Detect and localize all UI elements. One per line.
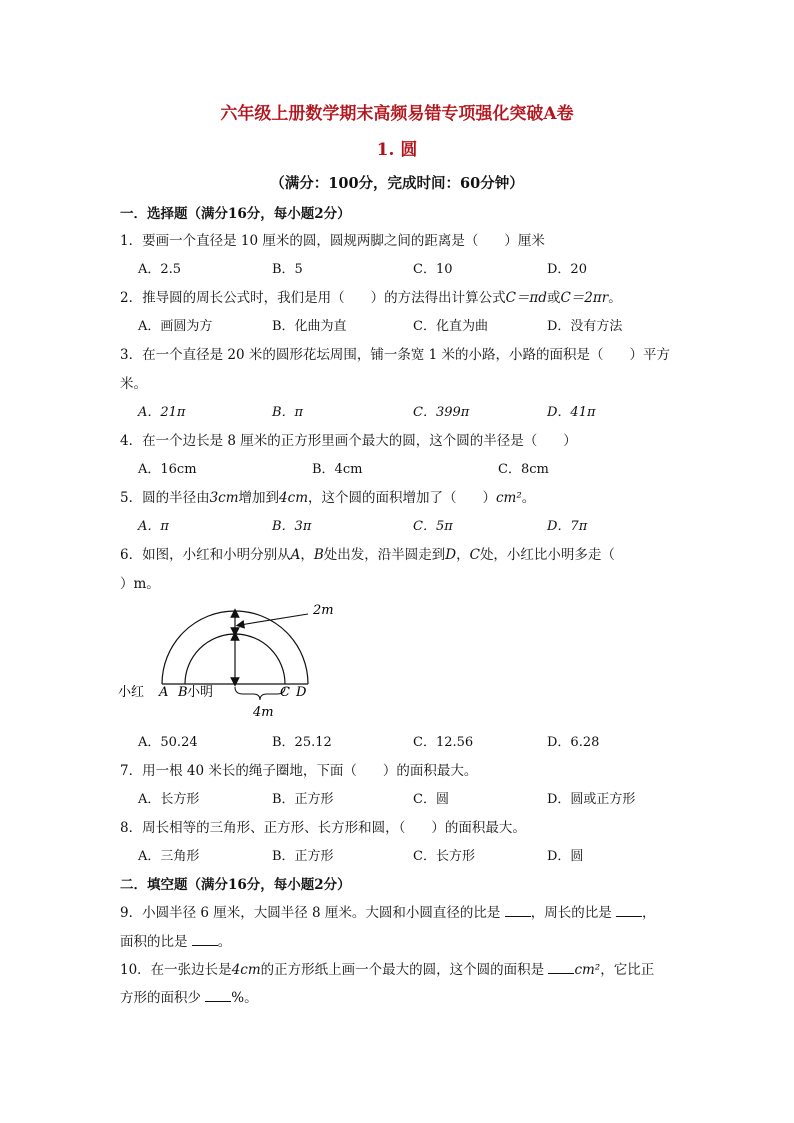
- q4-option-a[interactable]: A．16cm: [138, 462, 197, 477]
- question-8: 8．周长相等的三角形、正方形、长方形和圆，（ ）的面积最大。: [120, 820, 526, 836]
- q8-option-b[interactable]: B．正方形: [272, 849, 334, 864]
- question-5: 5．圆的半径由3cm增加到4cm，这个圆的面积增加了（ ）cm²。: [120, 490, 536, 506]
- section1-heading: 一．选择题（满分16分，每小题2分）: [120, 206, 351, 222]
- q5-option-c[interactable]: C．5π: [413, 519, 453, 534]
- question-7: 7．用一根 40 米长的绳子圈地，下面（ ）的面积最大。: [120, 763, 478, 779]
- fill-blank[interactable]: [616, 906, 642, 917]
- question-1: 1．要画一个直径是 10 厘米的圆，圆规两脚之间的距离是（ ）厘米: [120, 233, 545, 249]
- fill-blank[interactable]: [192, 935, 218, 946]
- q8-option-a[interactable]: A．三角形: [138, 849, 200, 864]
- question-6: 6．如图，小红和小明分别从A，B处出发，沿半圆走到D，C处，小红比小明多走（: [120, 547, 615, 563]
- question-9-line2: 面积的比是 。: [120, 934, 232, 950]
- label-point-c: C: [280, 685, 290, 700]
- q6-option-b[interactable]: B．25.12: [272, 735, 332, 750]
- q7-option-d[interactable]: D．圆或正方形: [547, 792, 636, 807]
- q4-option-c[interactable]: C．8cm: [498, 462, 549, 477]
- question-10-line2: 方形的面积少 %。: [120, 990, 258, 1006]
- question-2: 2．推导圆的周长公式时，我们是用（ ）的方法得出计算公式C＝πd或C＝2πr。: [120, 290, 622, 306]
- fill-blank[interactable]: [205, 991, 231, 1002]
- q3-option-d[interactable]: D．41π: [547, 405, 596, 420]
- label-xiaoming: 小明: [187, 685, 214, 700]
- q1-option-c[interactable]: C．10: [413, 262, 453, 277]
- question-4: 4．在一个边长是 8 厘米的正方形里画个最大的圆，这个圆的半径是（ ）: [120, 433, 577, 449]
- q2-option-b[interactable]: B．化曲为直: [272, 319, 347, 334]
- fill-blank[interactable]: [548, 963, 574, 974]
- q2-option-a[interactable]: A．画圆为方: [138, 319, 213, 334]
- q7-option-b[interactable]: B．正方形: [272, 792, 334, 807]
- question-3-line2: 米。: [120, 376, 147, 392]
- q6-option-a[interactable]: A．50.24: [138, 735, 198, 750]
- q5-option-d[interactable]: D．7π: [547, 519, 588, 534]
- q8-option-d[interactable]: D．圆: [547, 849, 584, 864]
- q8-option-c[interactable]: C．长方形: [413, 849, 475, 864]
- q3-option-c[interactable]: C．399π: [413, 405, 470, 420]
- label-2m: 2m: [313, 603, 334, 618]
- q1-option-a[interactable]: A．2.5: [138, 262, 182, 277]
- brace: [235, 687, 285, 700]
- q5-option-a[interactable]: A．π: [138, 519, 169, 534]
- q7-option-a[interactable]: A．长方形: [138, 792, 200, 807]
- semicircle-figure: [115, 598, 355, 724]
- q3-option-b[interactable]: B．π: [272, 405, 304, 420]
- exam-meta: （满分：100分，完成时间：60分钟）: [270, 175, 524, 192]
- question-6-line2: ）m。: [120, 576, 160, 592]
- label-4m: 4m: [253, 705, 274, 720]
- question-10: 10．在一张边长是4cm的正方形纸上画一个最大的圆，这个圆的面积是 cm²，它比正: [120, 962, 655, 978]
- pointer-arrow: [240, 614, 308, 625]
- label-point-a: A: [159, 685, 169, 700]
- q3-option-a[interactable]: A．21π: [138, 405, 186, 420]
- label-point-d: D: [296, 685, 307, 700]
- chapter-title: 1. 圆: [376, 140, 418, 160]
- q1-option-d[interactable]: D．20: [547, 262, 587, 277]
- section2-heading: 二．填空题（满分16分，每小题2分）: [120, 877, 351, 893]
- label-point-b: B: [178, 685, 188, 700]
- question-3: 3．在一个直径是 20 米的圆形花坛周围，铺一条宽 1 米的小路，小路的面积是（ ）平方: [120, 347, 671, 363]
- q1-option-b[interactable]: B．5: [272, 262, 303, 277]
- question-9: 9．小圆半径 6 厘米，大圆半径 8 厘米。大圆和小圆直径的比是 ，周长的比是 ，: [120, 905, 656, 921]
- q6-option-c[interactable]: C．12.56: [413, 735, 474, 750]
- page-title: 六年级上册数学期末高频易错专项强化突破A卷: [220, 104, 574, 124]
- q2-option-d[interactable]: D．没有方法: [547, 319, 623, 334]
- q2-option-c[interactable]: C．化直为曲: [413, 319, 488, 334]
- q7-option-c[interactable]: C．圆: [413, 792, 449, 807]
- q5-option-b[interactable]: B．3π: [272, 519, 312, 534]
- label-xiaohong: 小红: [118, 685, 145, 700]
- q6-option-d[interactable]: D．6.28: [547, 735, 600, 750]
- q4-option-b[interactable]: B．4cm: [312, 462, 363, 477]
- fill-blank[interactable]: [505, 906, 531, 917]
